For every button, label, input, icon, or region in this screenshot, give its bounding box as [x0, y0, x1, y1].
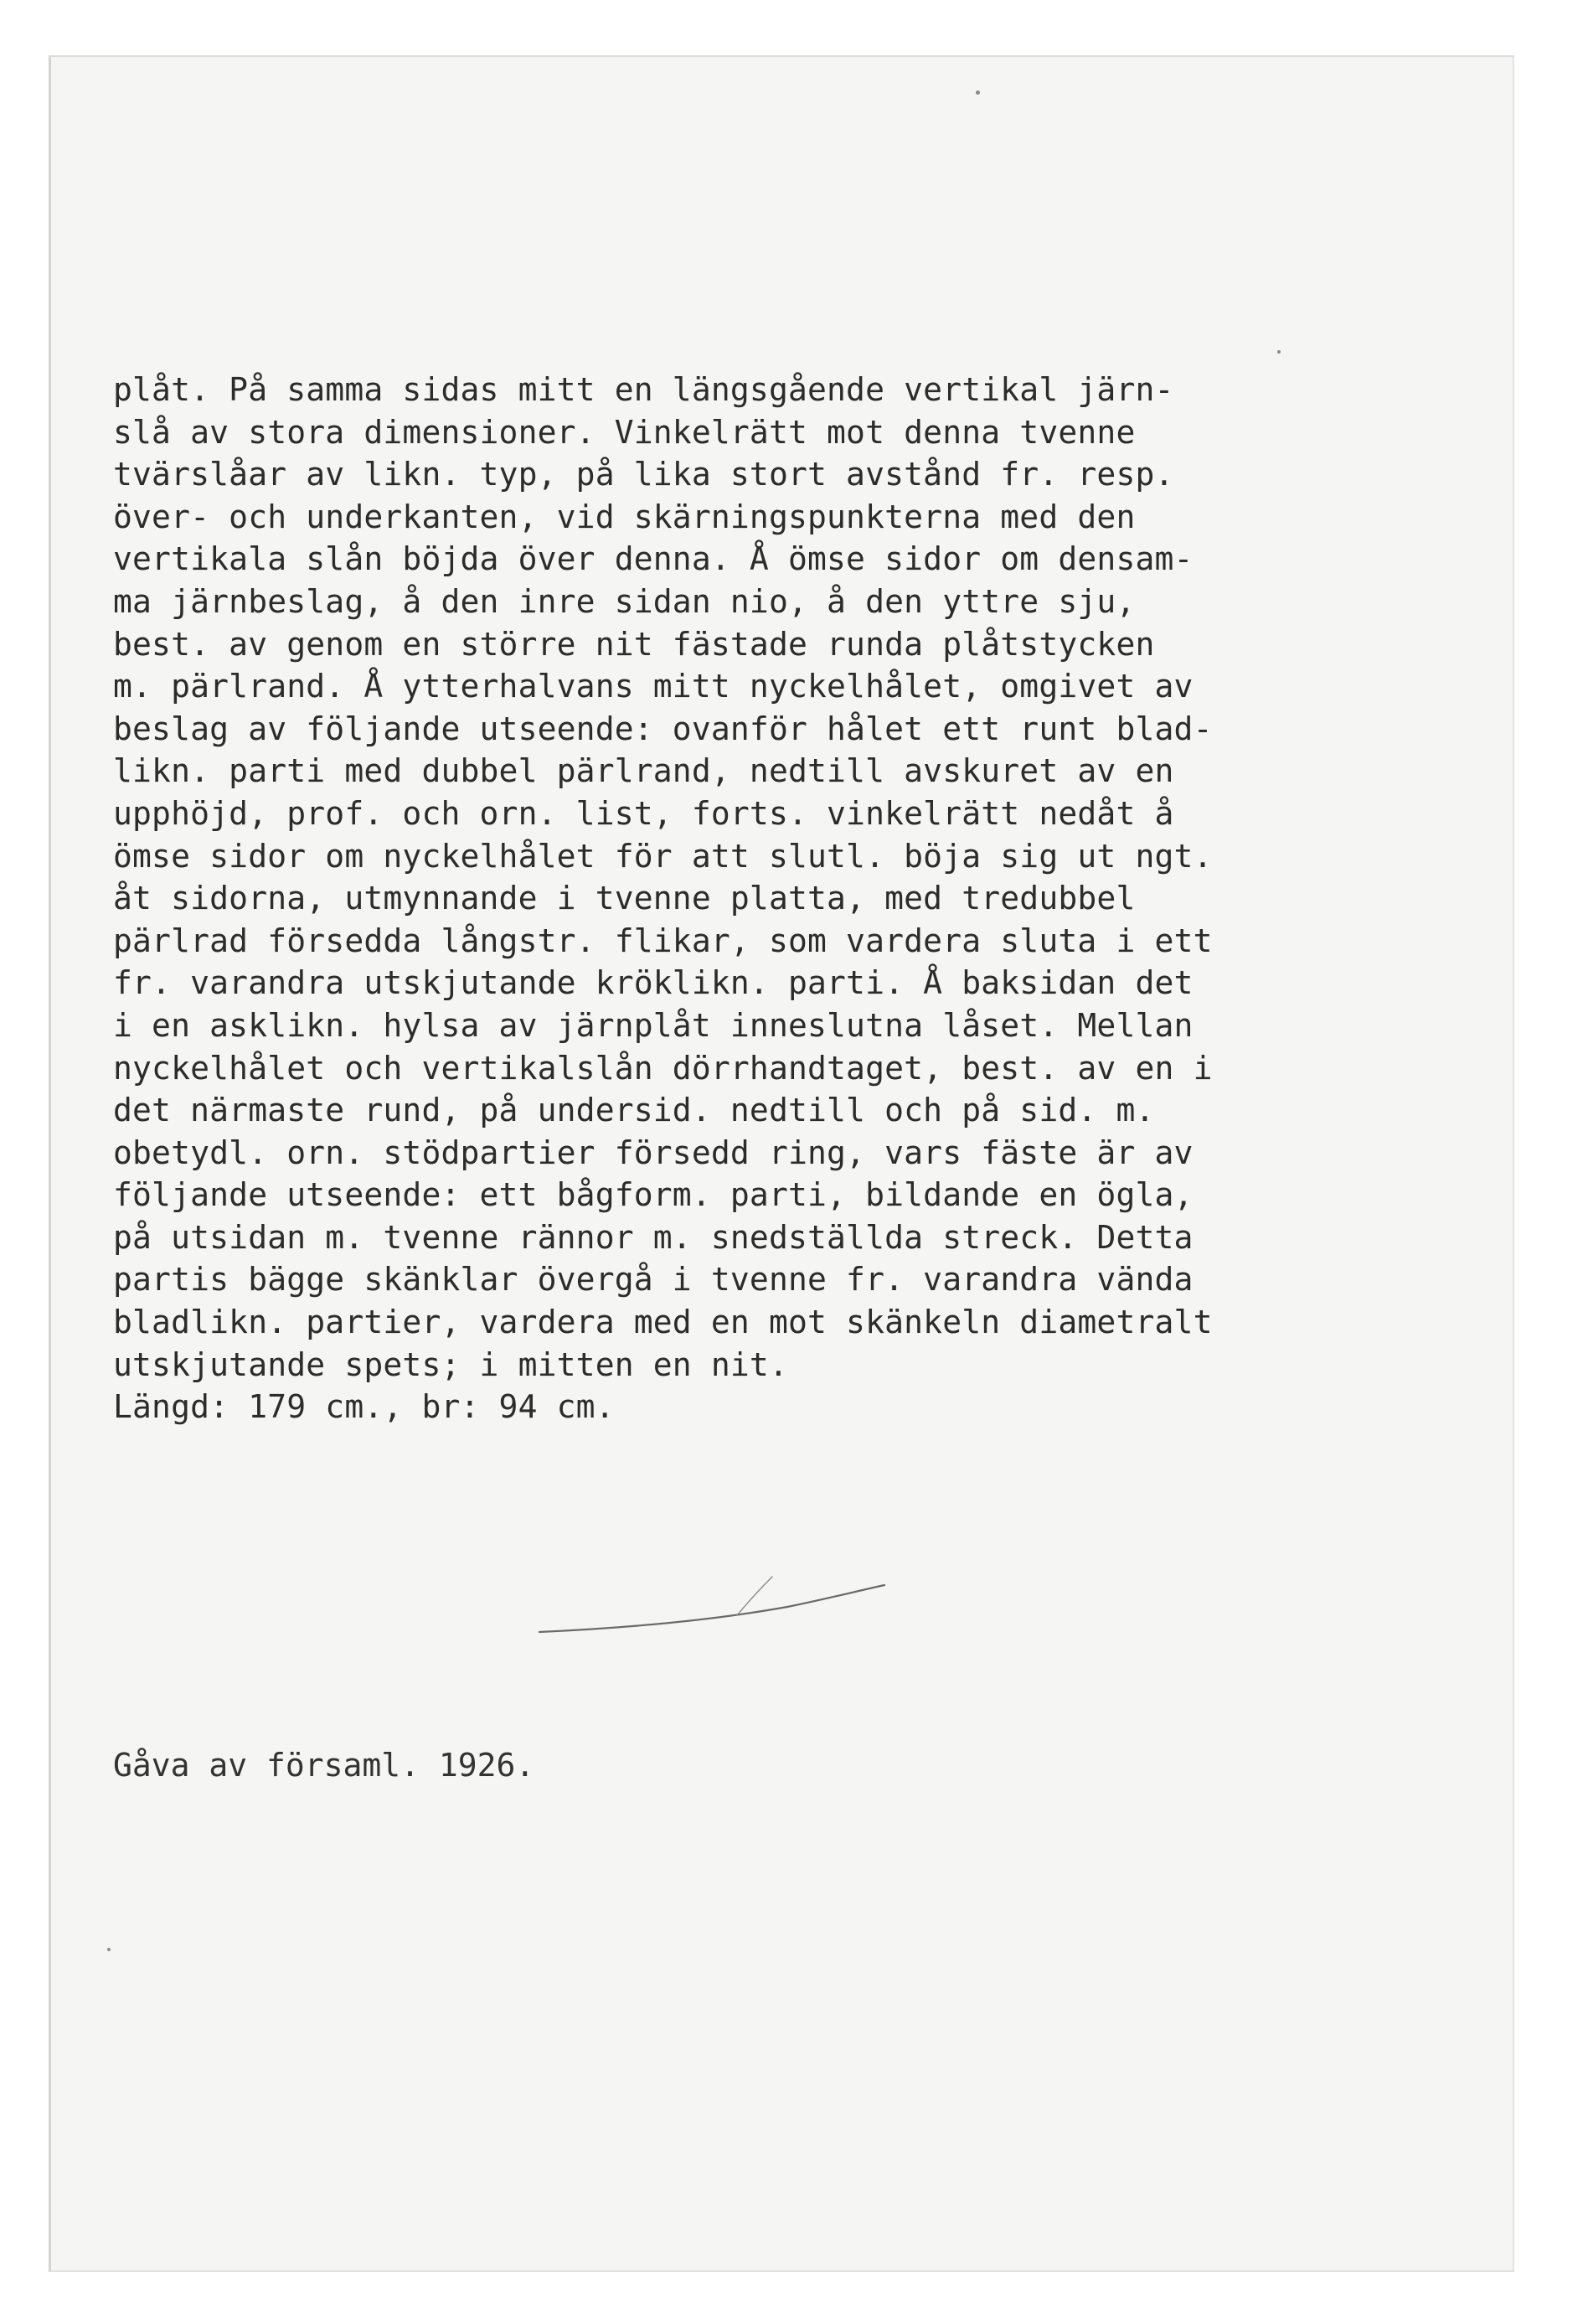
text-line: åt sidorna, utmynnande i tvenne platta, med tredubbel	[113, 880, 1136, 917]
text-line: det närmaste rund, på undersid. nedtill och på sid. m.	[113, 1092, 1155, 1129]
paper-speck	[976, 90, 980, 95]
text-line: i en asklikn. hylsa av järnplåt inneslutna låset. Mellan	[113, 1006, 1194, 1044]
text-line: beslag av följande utseende: ovanför hålet ett runt blad-	[113, 710, 1213, 747]
pen-stroke-mark	[536, 1567, 888, 1642]
text-line: partis bägge skänklar övergå i tvenne fr. varandra vända	[113, 1261, 1194, 1299]
text-line: likn. parti med dubbel pärlrand, nedtill avskuret av en	[113, 752, 1174, 790]
text-line: fr. varandra utskjutande kröklikn. parti. Å baksidan det	[113, 964, 1194, 1002]
paper-speck	[1277, 350, 1281, 354]
text-line: m. pärlrand. Å ytterhalvans mitt nyckelhålet, omgivet av	[113, 668, 1194, 705]
text-line: vertikala slån böjda över denna. Å ömse sidor om densam-	[113, 540, 1194, 578]
text-line: upphöjd, prof. och orn. list, forts. vinkelrätt nedåt å	[113, 794, 1174, 832]
text-line: över- och underkanten, vid skärningspunkterna med den	[113, 498, 1136, 535]
text-line: ma järnbeslag, å den inre sidan nio, å den yttre sju,	[113, 582, 1136, 620]
text-line: bladlikn. partier, vardera med en mot skänkeln diametralt	[113, 1304, 1213, 1341]
text-line: plåt. På samma sidas mitt en längsgående vertikal järn-	[113, 371, 1174, 408]
donation-note: Gåva av församl. 1926.	[113, 1747, 535, 1784]
text-line: på utsidan m. tvenne rännor m. snedställda streck. Detta	[113, 1218, 1194, 1256]
text-line: ömse sidor om nyckelhålet för att slutl. böja sig ut ngt.	[113, 837, 1213, 875]
measurement-line: Längd: 179 cm., br: 94 cm.	[113, 1388, 615, 1426]
text-line: obetydl. orn. stödpartier försedd ring, vars fäste är av	[113, 1134, 1194, 1171]
text-line: följande utseende: ett bågform. parti, bildande en ögla,	[113, 1176, 1194, 1214]
typed-text-block	[113, 369, 1213, 1428]
text-line: best. av genom en större nit fästade runda plåtstycken	[113, 625, 1155, 663]
text-line: slå av stora dimensioner. Vinkelrätt mot denna tvenne	[113, 413, 1136, 451]
paper-speck	[107, 1948, 111, 1951]
text-line: utskjutande spets; i mitten en nit.	[113, 1345, 788, 1383]
text-line: pärlrad försedda långstr. flikar, som vardera sluta i ett	[113, 922, 1213, 959]
text-line: tvärslåar av likn. typ, på lika stort avstånd fr. resp.	[113, 456, 1174, 493]
text-line: nyckelhålet och vertikalslån dörrhandtaget, best. av en i	[113, 1049, 1213, 1087]
